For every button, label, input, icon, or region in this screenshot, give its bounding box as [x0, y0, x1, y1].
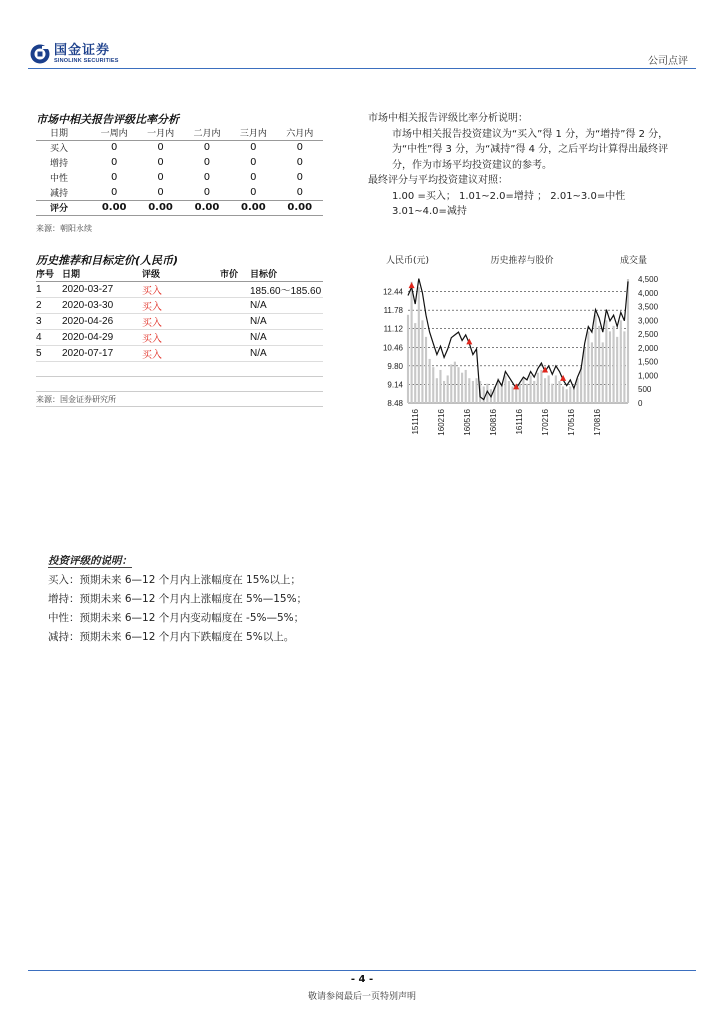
column-header: 二月内	[193, 128, 221, 139]
buy-marker	[409, 282, 415, 288]
investment-rating-legend	[48, 552, 307, 647]
volume-bar	[475, 378, 477, 403]
volume-bar	[519, 384, 521, 403]
score-cell: 0.00	[230, 200, 276, 215]
y-tick-label: 11.12	[383, 324, 403, 334]
volume-bar	[580, 367, 582, 403]
volume-bar	[504, 375, 506, 403]
table-cell: 0	[296, 157, 303, 168]
row-price	[220, 345, 250, 361]
invest-rating-title: 投资评级的说明：	[48, 555, 132, 567]
score-cell: 0.00	[277, 200, 323, 215]
row-label: 中性	[50, 174, 69, 184]
x-tick-label: 170216	[541, 409, 550, 436]
volume-bar	[443, 381, 445, 403]
explanation-title: 市场中相关报告评级比率分析说明：	[368, 113, 528, 124]
y2-tick-label: 3,000	[638, 316, 659, 326]
row-date: 2020-07-17	[62, 345, 142, 361]
rating-stats-title: 市场中相关报告评级比率分析	[36, 113, 179, 126]
volume-bar	[533, 381, 535, 403]
mapping-line-1: 1.00 =买入； 1.01~2.0=增持 ； 2.01~3.0=中性	[392, 190, 626, 202]
volume-bar	[562, 386, 564, 403]
volume-bar	[508, 381, 510, 403]
x-tick-label: 151116	[411, 409, 420, 435]
volume-bar	[558, 381, 560, 403]
y-tick-label: 10.46	[382, 343, 403, 353]
row-price	[220, 297, 250, 313]
x-tick-label: 170816	[593, 409, 602, 436]
logo-english-name: SINOLINK SECURITIES	[54, 58, 119, 64]
row-target: N/A	[250, 313, 323, 329]
table-cell: 0	[296, 142, 303, 154]
score-cell: 0.00	[91, 200, 137, 215]
volume-bar	[576, 378, 578, 403]
table-cell: 0	[203, 186, 211, 198]
column-header: 一月内	[147, 128, 175, 139]
row-date: 2020-03-27	[62, 281, 142, 297]
volume-bar	[627, 279, 629, 403]
row-price	[220, 281, 250, 297]
history-source: 来源：国金证券研究所	[36, 395, 116, 404]
row-target: N/A	[250, 329, 323, 345]
row-target: N/A	[250, 297, 323, 313]
table-cell: 0	[250, 172, 257, 183]
column-header: 市价	[220, 270, 239, 281]
y2-tick-label: 3,500	[638, 302, 659, 312]
table-row	[36, 345, 323, 361]
y-tick-label: 9.14	[387, 380, 403, 390]
volume-bar	[483, 386, 485, 403]
logo-mark-icon	[30, 44, 50, 64]
table-cell: 0	[250, 142, 257, 154]
volume-bar	[555, 375, 557, 403]
row-label: 买入	[50, 144, 69, 155]
row-number: 5	[36, 345, 62, 361]
row-date: 2020-04-26	[62, 313, 142, 329]
y2-tick-label: 4,000	[638, 288, 659, 298]
volume-bar	[551, 384, 553, 403]
table-cell: 0	[203, 172, 211, 183]
row-rating: 买入	[142, 345, 220, 361]
logo-chinese-name: 国金证券	[54, 43, 111, 58]
column-header: 目标价	[250, 270, 278, 281]
table-row	[36, 170, 323, 185]
table-cell: 0	[250, 157, 257, 168]
table-cell: 0	[157, 157, 164, 168]
document-type: 公司点评	[648, 56, 688, 67]
table-cell: 0	[157, 142, 164, 154]
x-tick-label: 170516	[567, 409, 576, 436]
row-number: 3	[36, 313, 62, 329]
column-header: 评级	[142, 270, 161, 281]
volume-bar	[414, 323, 416, 403]
volume-bar	[522, 378, 524, 403]
y2-tick-label: 0	[638, 399, 643, 408]
x-tick-label: 161116	[515, 409, 524, 435]
volume-bar	[450, 364, 452, 403]
volume-bar	[544, 378, 546, 403]
volume-bar	[447, 375, 449, 403]
table-header-row	[36, 267, 323, 281]
mapping-line-2: 3.01~4.0=减持	[392, 206, 467, 217]
volume-bar	[457, 367, 459, 403]
row-price	[220, 329, 250, 345]
rating-stats-table	[36, 125, 323, 216]
volume-bar	[472, 381, 474, 403]
column-header: 日期	[50, 128, 69, 139]
footer-disclaimer: 敬请参阅最后一页特别声明	[307, 992, 416, 1002]
volume-bar	[436, 378, 438, 403]
volume-bar	[465, 370, 467, 403]
chart-y-axis-label: 人民币(元)	[386, 256, 430, 266]
table-cell: 0	[157, 172, 164, 183]
table-row	[36, 297, 323, 313]
y2-tick-label: 2,500	[638, 330, 659, 340]
volume-bar	[548, 375, 550, 403]
blank-row	[36, 361, 323, 376]
table-cell: 0	[110, 186, 118, 198]
x-tick-label: 160516	[463, 409, 472, 436]
mapping-title: 最终评分与平均投资建议对照：	[368, 175, 508, 186]
row-number: 4	[36, 329, 62, 345]
row-number: 2	[36, 297, 62, 313]
volume-bar	[537, 373, 539, 403]
volume-bar	[620, 320, 622, 403]
invest-rating-item: 买入：预期未来 6—12 个月内上涨幅度在 15%以上；	[48, 574, 301, 586]
volume-bar	[566, 389, 568, 403]
column-header: 日期	[62, 270, 81, 281]
table-cell: 0	[296, 186, 303, 198]
y-tick-label: 11.78	[383, 306, 403, 316]
y2-tick-label: 4,500	[638, 275, 659, 284]
volume-bar	[613, 326, 615, 403]
x-tick-label: 160816	[489, 409, 498, 436]
footer-divider	[28, 970, 696, 971]
row-rating: 买入	[142, 329, 220, 345]
column-header: 序号	[36, 270, 55, 281]
row-target: N/A	[250, 345, 323, 361]
volume-bar	[515, 389, 517, 403]
volume-bar	[530, 375, 532, 403]
volume-bar	[418, 287, 420, 403]
y-tick-label: 9.80	[387, 361, 403, 371]
volume-bar	[540, 370, 542, 403]
row-rating: 买入	[142, 281, 220, 297]
table-row	[36, 185, 323, 200]
chart-title: 历史推荐与股价	[490, 256, 554, 266]
score-cell: 0.00	[184, 200, 230, 215]
volume-bar	[598, 326, 600, 403]
header-divider	[28, 68, 696, 69]
volume-bar	[421, 320, 423, 403]
volume-bar	[407, 315, 409, 403]
company-logo	[30, 44, 119, 65]
x-tick-label: 160216	[437, 409, 446, 436]
column-header: 六月内	[286, 128, 314, 139]
y-tick-label: 8.48	[387, 399, 403, 408]
table-row	[36, 313, 323, 329]
invest-rating-item: 中性：预期未来 6—12 个月内变动幅度在 -5%—5%；	[48, 612, 305, 624]
row-label: 增持	[50, 159, 69, 169]
y2-tick-label: 500	[638, 385, 652, 395]
volume-bar	[411, 282, 413, 403]
y2-tick-label: 2,000	[638, 343, 659, 353]
table-row	[36, 329, 323, 345]
table-cell: 0	[110, 172, 118, 183]
volume-bar	[429, 359, 431, 403]
row-number: 1	[36, 281, 62, 297]
volume-bar	[591, 342, 593, 403]
volume-bar	[569, 386, 571, 403]
invest-rating-item: 增持：预期未来 6—12 个月内上涨幅度在 5%—15%；	[48, 593, 308, 605]
row-rating: 买入	[142, 313, 220, 329]
row-label: 评分	[36, 200, 91, 215]
volume-bar	[602, 342, 604, 403]
history-table	[36, 267, 323, 407]
rating-stats-source: 来源：朝阳永续	[36, 224, 92, 233]
volume-bar	[609, 331, 611, 403]
row-date: 2020-03-30	[62, 297, 142, 313]
volume-bar	[584, 348, 586, 403]
page-number: - 4 -	[350, 974, 374, 985]
score-cell: 0.00	[137, 200, 183, 215]
volume-bar	[425, 337, 427, 403]
table-cell: 0	[203, 142, 211, 154]
score-row	[36, 200, 323, 215]
invest-rating-item: 减持：预期未来 6—12 个月内下跌幅度在 5%以上。	[48, 631, 295, 643]
row-price	[220, 313, 250, 329]
volume-bar	[512, 386, 514, 403]
row-label: 减持	[50, 188, 69, 199]
volume-bar	[594, 315, 596, 403]
table-row	[36, 155, 323, 170]
explanation-paragraph: 市场中相关报告投资建议为“买入”得 1 分，为“增持”得 2 分，为“中性”得 3 分，为“减持”得 4 分，之后平均计算得出最终评分，作为市场平均投资建议的参考。	[392, 128, 669, 171]
volume-bar	[454, 362, 456, 403]
table-cell: 0	[203, 157, 211, 168]
volume-bar	[623, 331, 625, 403]
table-row	[36, 281, 323, 297]
volume-bar	[432, 367, 434, 403]
table-cell: 0	[157, 186, 164, 198]
volume-bar	[587, 331, 589, 403]
volume-bar	[468, 378, 470, 403]
row-date: 2020-04-29	[62, 329, 142, 345]
column-header: 三月内	[239, 128, 267, 139]
volume-bar	[573, 389, 575, 403]
rating-explanation	[368, 111, 678, 220]
table-row	[36, 140, 323, 155]
y-tick-label: 12.44	[382, 287, 403, 297]
volume-bar	[461, 373, 463, 403]
volume-bar	[439, 370, 441, 403]
price-history-chart	[360, 245, 690, 445]
y2-tick-label: 1,000	[638, 371, 659, 381]
row-rating: 买入	[142, 297, 220, 313]
table-cell: 0	[250, 186, 257, 198]
chart-y2-axis-label: 成交量	[620, 256, 648, 266]
table-cell: 0	[296, 172, 303, 183]
table-header-row	[36, 125, 323, 140]
blank-row	[36, 376, 323, 391]
history-title: 历史推荐和目标定价(人民币)	[36, 254, 179, 267]
volume-bar	[526, 384, 528, 403]
volume-bar	[605, 320, 607, 403]
table-cell: 0	[110, 157, 118, 168]
column-header: 一周内	[100, 128, 128, 139]
volume-bar	[616, 337, 618, 403]
table-cell: 0	[110, 142, 118, 154]
row-target: 185.60～185.60	[250, 281, 323, 297]
y2-tick-label: 1,500	[638, 357, 659, 367]
